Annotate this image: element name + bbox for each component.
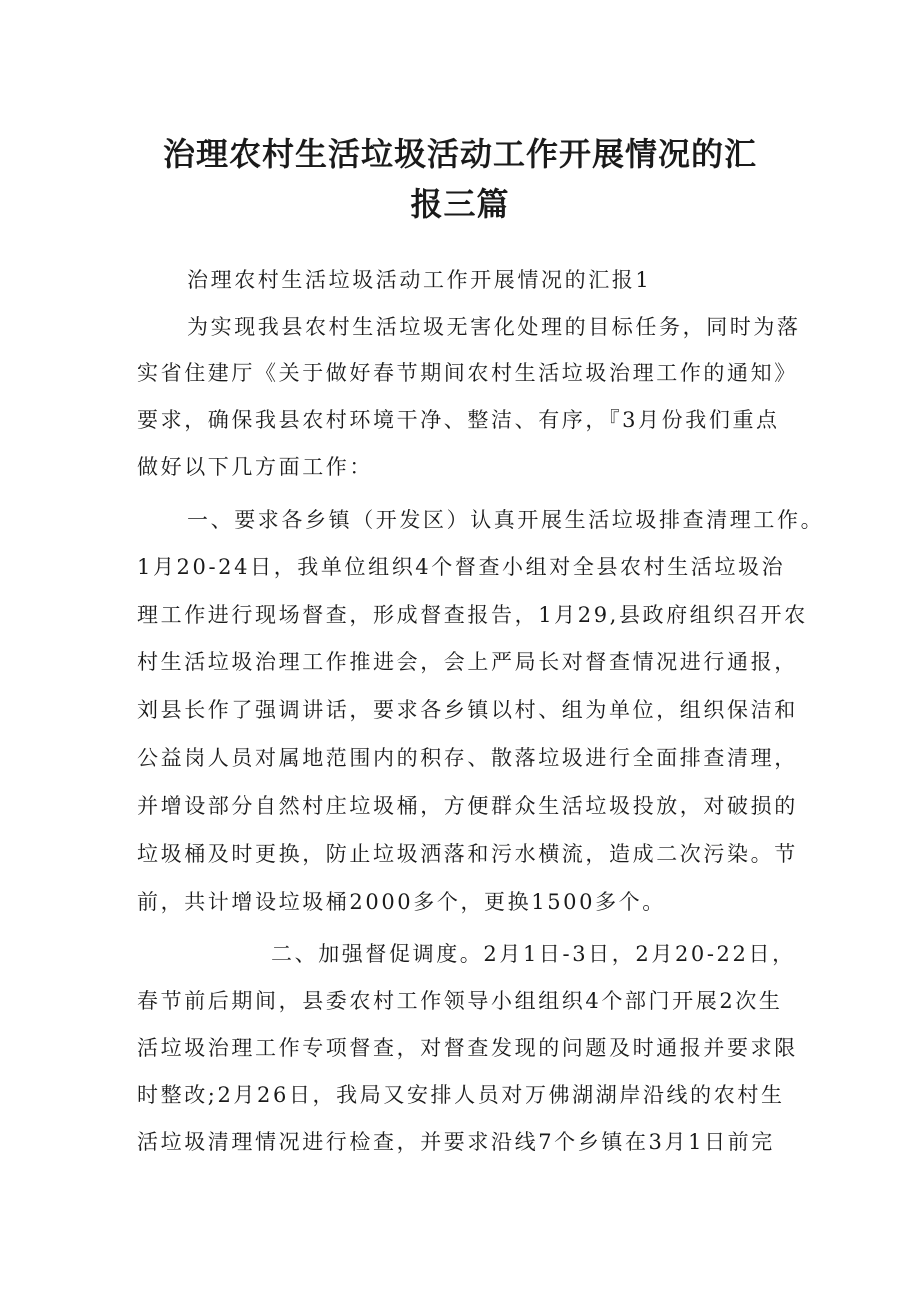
- body-line: 活垃圾治理工作专项督查，对督查发现的问题及时通报并要求限: [137, 1036, 798, 1060]
- body-line: 1月20-24日，我单位组织4个督查小组对全县农村生活垃圾治: [137, 555, 786, 579]
- body-line: 刘县长作了强调讲话，要求各乡镇以村、组为单位，组织保洁和: [137, 698, 798, 722]
- body-line: 村生活垃圾治理工作推进会，会上严局长对督查情况进行通报，: [137, 650, 798, 674]
- body-line: 实省住建厅《关于做好春节期间农村生活垃圾治理工作的通知》: [137, 361, 798, 385]
- body-line: 前，共计增设垃圾桶2000多个，更换1500多个。: [137, 890, 666, 914]
- body-line: 垃圾桶及时更换，防止垃圾洒落和污水横流，造成二次污染。节: [137, 842, 798, 866]
- body-line: 公益岗人员对属地范围内的积存、散落垃圾进行全面排查清理，: [137, 746, 798, 770]
- body-line: 做好以下几方面工作：: [137, 455, 373, 479]
- body-line: 为实现我县农村生活垃圾无害化处理的目标任务，同时为落: [187, 315, 801, 339]
- body-line: 理工作进行现场督查，形成督查报告，1月29,县政府组织召开农: [137, 603, 808, 627]
- body-line: 春节前后期间，县委农村工作领导小组组织4个部门开展2次生: [137, 989, 783, 1013]
- document-title-line-2: 报三篇: [410, 185, 510, 223]
- body-line: 一、要求各乡镇（开发区）认真开展生活垃圾排查清理工作。: [187, 508, 825, 532]
- body-line: 要求，确保我县农村环境干净、整洁、有序，『3月份我们重点: [137, 408, 780, 432]
- document-title-line-1: 治理农村生活垃圾活动工作开展情况的汇: [162, 135, 757, 173]
- body-line: 并增设部分自然村庄垃圾桶，方便群众生活垃圾投放，对破损的: [137, 794, 798, 818]
- subheading: 治理农村生活垃圾活动工作开展情况的汇报1: [187, 268, 652, 292]
- body-line: 二、加强督促调度。2月1日-3日，2月20-22日，: [271, 942, 796, 966]
- body-line: 时整改;2月26日，我局又安排人员对万佛湖湖岸沿线的农村生: [137, 1083, 785, 1107]
- body-line: 活垃圾清理情况进行检查，并要求沿线7个乡镇在3月1日前完: [137, 1130, 775, 1154]
